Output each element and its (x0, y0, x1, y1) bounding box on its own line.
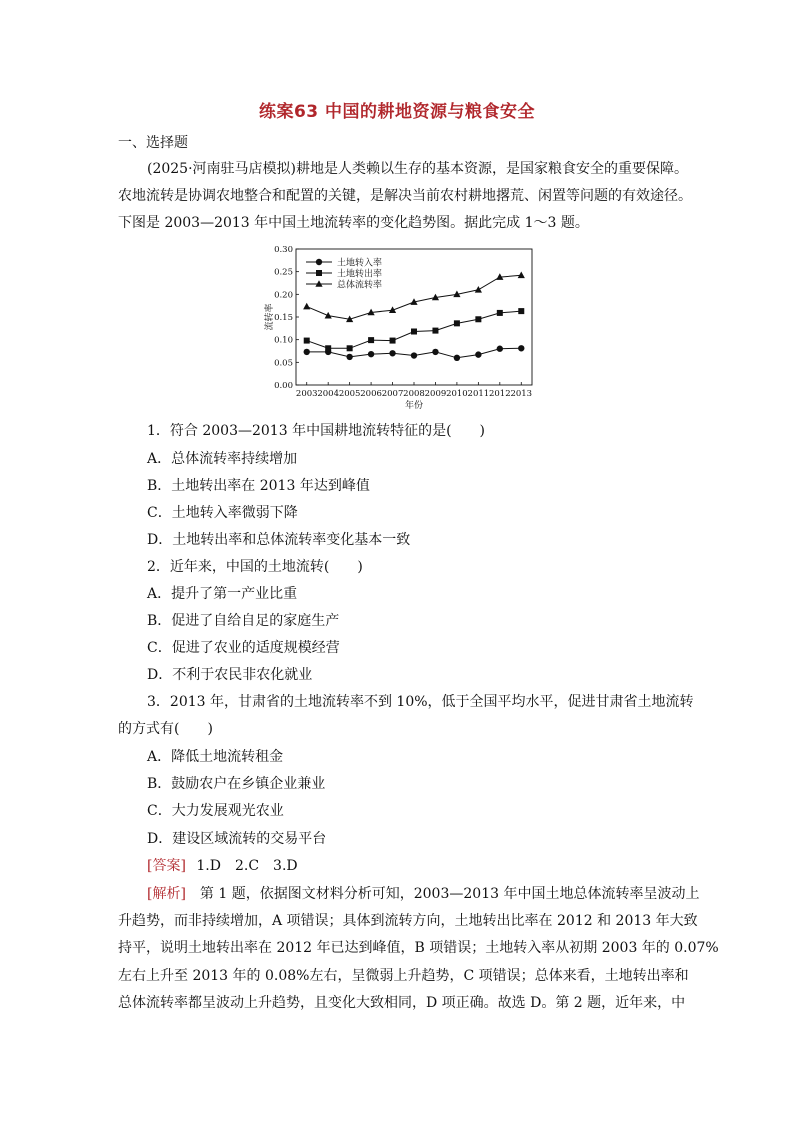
question-3-option-d: D．建设区域流转的交易平台 (147, 831, 327, 847)
y-tick-label: 0.00 (274, 381, 293, 391)
data-point (518, 308, 524, 314)
analysis-line: 总体流转率都呈波动上升趋势，且变化大致相同，D 项正确。故选 D。第 2 题，近年来，中 (118, 995, 686, 1011)
question-2-option-a: A．提升了第一产业比重 (147, 586, 298, 602)
data-point (454, 355, 460, 361)
data-point (303, 303, 310, 310)
data-point (411, 329, 417, 335)
x-tick-label: 2003 (295, 389, 318, 399)
data-point (325, 345, 331, 351)
x-tick-label: 2011 (467, 389, 490, 399)
section-heading: 一、选择题 (118, 135, 188, 151)
page-title: 练案63 中国的耕地资源与粮食安全 (258, 102, 536, 122)
y-tick-label: 0.25 (274, 267, 293, 278)
x-axis-label: 年份 (404, 401, 424, 411)
data-point (518, 271, 525, 278)
question-3-option-c: C．大力发展观光农业 (147, 803, 284, 819)
data-point (475, 351, 481, 357)
question-3-option-a: A．降低土地流转租金 (147, 749, 284, 765)
data-point (346, 354, 352, 360)
y-tick-label: 0.20 (274, 290, 293, 301)
data-point (518, 345, 524, 351)
answer-text: 1.D 2.C 3.D (196, 858, 298, 874)
analysis-line: 升趋势，而非持续增加，A 项错误；具体到流转方向，土地转出比率在 2012 和 2013 年大致 (118, 913, 698, 929)
data-point (497, 310, 503, 316)
data-point (368, 337, 374, 343)
question-3-stem-cont: 的方式有( ) (118, 721, 213, 737)
y-tick-label: 0.05 (274, 358, 293, 369)
data-point (475, 316, 481, 322)
question-2-option-b: B．促进了自给自足的家庭生产 (147, 613, 340, 629)
data-point (304, 349, 310, 355)
legend-marker (316, 259, 322, 265)
data-point (454, 320, 460, 326)
x-tick-label: 2009 (424, 389, 447, 399)
data-point (389, 350, 395, 356)
analysis-line: 持平，说明土地转出率在 2012 年已达到峰值，B 项错误；土地转入率从初期 2003 年的 0.07% (118, 940, 719, 956)
y-tick-label: 0.10 (274, 335, 293, 346)
land-transfer-line-chart (262, 241, 542, 413)
data-point (475, 286, 482, 293)
data-point (497, 346, 503, 352)
y-tick-label: 0.15 (274, 313, 293, 323)
analysis-line: 左右上升至 2013 年的 0.08%左右，呈微弱上升趋势，C 项错误；总体来看，土地转出率和 (118, 968, 689, 984)
answer-label: [答案] (147, 858, 186, 874)
question-2-option-d: D．不利于农民非农化就业 (147, 667, 313, 683)
analysis-label: [解析] (147, 886, 186, 902)
plot-frame (296, 249, 532, 385)
question-2-stem: 2．近年来，中国的土地流转( ) (147, 559, 363, 575)
intro-line: 下图是 2003—2013 年中国土地流转率的变化趋势图。据此完成 1～3 题。 (118, 215, 589, 231)
legend-label: 土地转出率 (337, 269, 383, 280)
x-tick-label: 2004 (317, 389, 340, 399)
data-point (432, 349, 438, 355)
answer-line (147, 856, 298, 876)
question-1-option-b: B．土地转出率在 2013 年达到峰值 (147, 478, 370, 494)
data-point (304, 338, 310, 344)
question-3-stem: 3．2013 年，甘肃省的土地流转率不到 10%，低于全国平均水平，促进甘肃省土地流转 (147, 694, 694, 710)
intro-line: (2025·河南驻马店模拟)耕地是人类赖以生存的基本资源，是国家粮食安全的重要保障。 (147, 161, 689, 177)
x-tick-label: 2010 (446, 389, 468, 399)
analysis-text: 第 1 题，依据图文材料分析可知，2003—2013 年中国土地总体流转率呈波动上 (185, 886, 700, 902)
analysis-line (147, 884, 699, 904)
legend-marker (316, 270, 322, 276)
question-3-option-b: B．鼓励农户在乡镇企业兼业 (147, 776, 326, 792)
x-tick-label: 2013 (510, 389, 533, 399)
x-tick-label: 2006 (360, 389, 382, 399)
legend-label: 总体流转率 (337, 280, 383, 291)
intro-line: 农地流转是协调农地整合和配置的关键，是解决当前农村耕地撂荒、闲置等问题的有效途径。 (118, 188, 692, 204)
question-1-option-a: A．总体流转率持续增加 (147, 451, 298, 467)
legend-label: 土地转入率 (337, 258, 383, 269)
x-tick-label: 2012 (488, 389, 511, 399)
data-point (325, 312, 332, 319)
question-2-option-c: C．促进了农业的适度规模经营 (147, 640, 340, 656)
question-1-stem: 1．符合 2003—2013 年中国耕地流转特征的是( ) (147, 423, 485, 439)
question-1-option-c: C．土地转入率微弱下降 (147, 505, 298, 521)
data-point (368, 351, 374, 357)
data-point (347, 345, 353, 351)
x-tick-label: 2007 (381, 389, 404, 399)
data-point (411, 352, 417, 358)
x-tick-label: 2005 (338, 389, 361, 399)
y-tick-label: 0.30 (274, 245, 293, 255)
x-tick-label: 2008 (403, 389, 425, 399)
y-axis-label: 流转率 (265, 303, 275, 331)
data-point (432, 328, 438, 334)
data-point (390, 338, 396, 344)
question-1-option-d: D．土地转出率和总体流转率变化基本一致 (147, 532, 411, 548)
